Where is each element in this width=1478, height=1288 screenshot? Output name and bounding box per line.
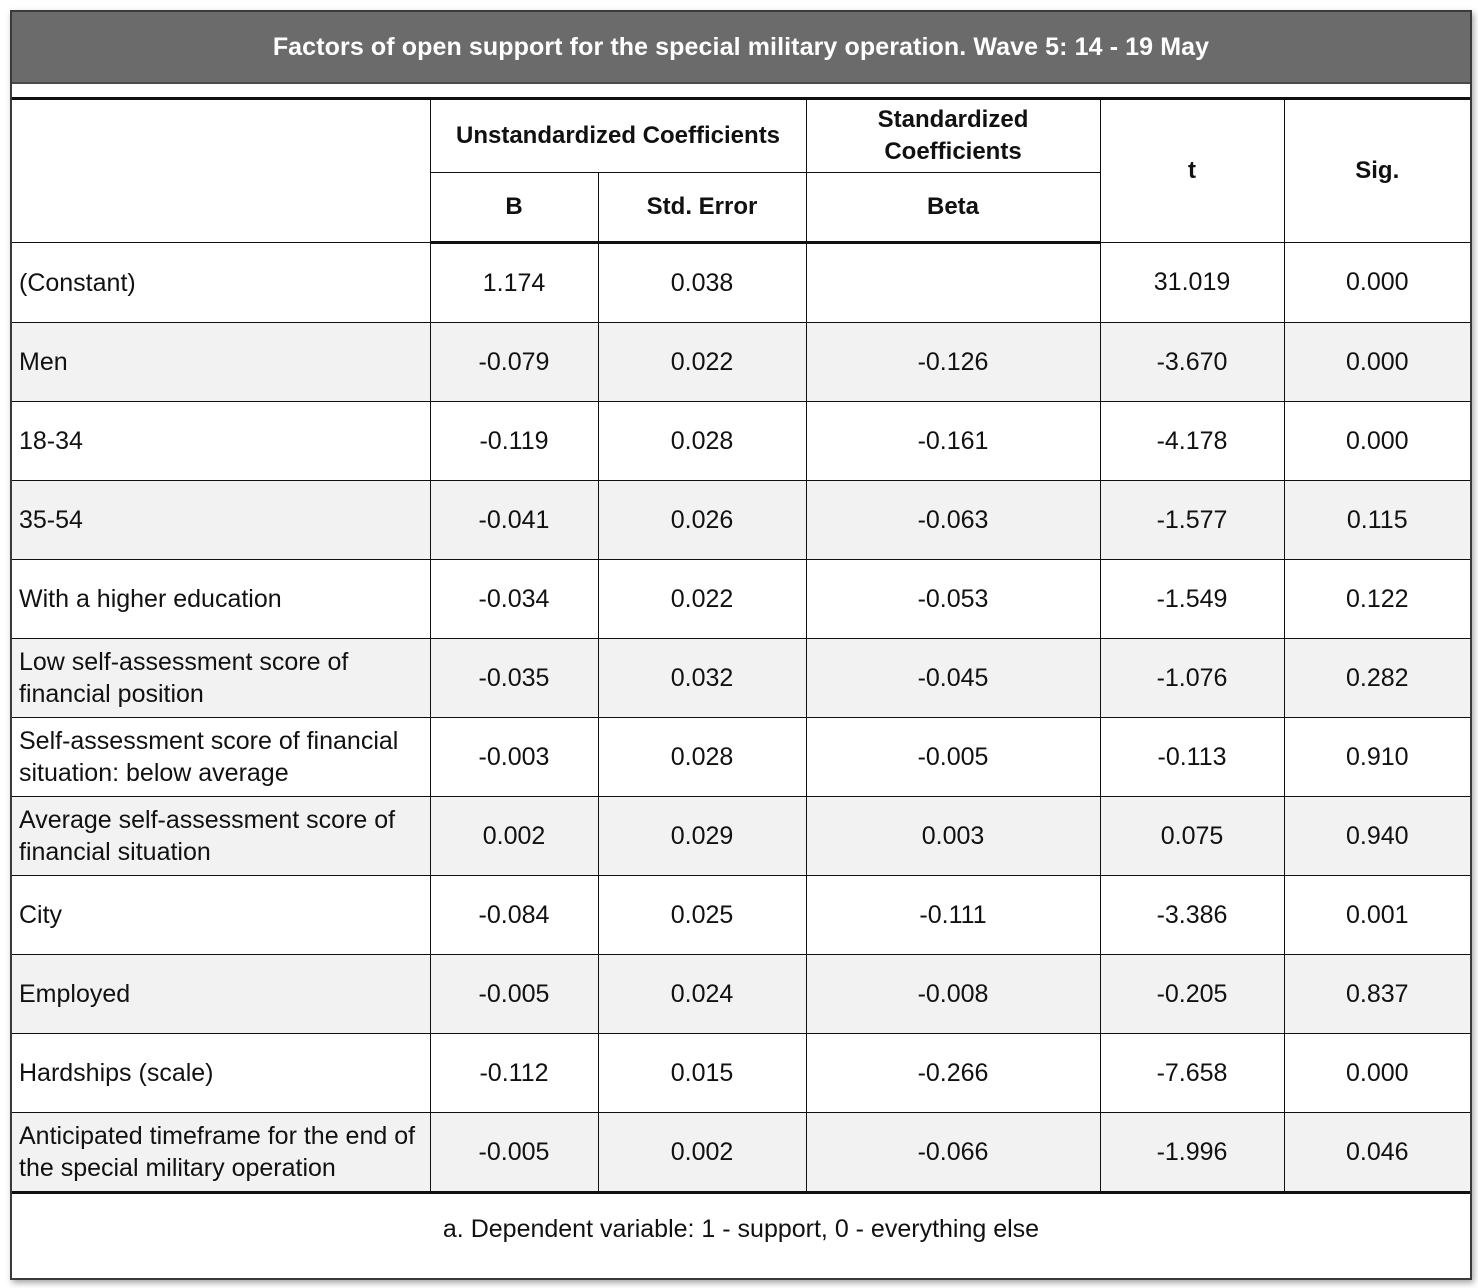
- cell-sig: 0.115: [1284, 481, 1470, 560]
- row-label: Average self-assessment score of financial situation: [12, 797, 430, 876]
- cell-std-error: 0.022: [598, 560, 806, 639]
- cell-beta: -0.161: [806, 402, 1100, 481]
- cell-t: -0.205: [1100, 955, 1284, 1034]
- cell-t: -0.113: [1100, 718, 1284, 797]
- table-row: [12, 797, 1470, 876]
- cell-sig: 0.001: [1284, 876, 1470, 955]
- cell-beta: -0.066: [806, 1113, 1100, 1193]
- row-label: With a higher education: [12, 560, 430, 639]
- table-row: [12, 481, 1470, 560]
- cell-beta: -0.045: [806, 639, 1100, 718]
- cell-b: -0.035: [430, 639, 598, 718]
- row-label: Anticipated timeframe for the end of the special military operation: [12, 1113, 430, 1193]
- cell-t: 31.019: [1100, 243, 1284, 323]
- cell-sig: 0.000: [1284, 243, 1470, 323]
- cell-beta: -0.126: [806, 323, 1100, 402]
- header-beta: Beta: [806, 173, 1100, 243]
- cell-b: -0.119: [430, 402, 598, 481]
- cell-beta: -0.266: [806, 1034, 1100, 1113]
- table-row: [12, 402, 1470, 481]
- cell-sig: 0.046: [1284, 1113, 1470, 1193]
- cell-beta: -0.063: [806, 481, 1100, 560]
- cell-beta: -0.005: [806, 718, 1100, 797]
- corner-cell: [12, 99, 430, 243]
- cell-std-error: 0.038: [598, 243, 806, 323]
- cell-b: -0.003: [430, 718, 598, 797]
- cell-sig: 0.837: [1284, 955, 1470, 1034]
- row-label: Employed: [12, 955, 430, 1034]
- table-row: [12, 955, 1470, 1034]
- cell-t: -3.670: [1100, 323, 1284, 402]
- table-frame: [10, 10, 1472, 1280]
- table-title: Factors of open support for the special military operation. Wave 5: 14 - 19 May: [272, 32, 1210, 61]
- cell-std-error: 0.015: [598, 1034, 806, 1113]
- title-bar: [12, 12, 1470, 84]
- cell-beta: -0.053: [806, 560, 1100, 639]
- cell-t: -1.996: [1100, 1113, 1284, 1193]
- cell-std-error: 0.025: [598, 876, 806, 955]
- cell-t: -1.076: [1100, 639, 1284, 718]
- cell-b: -0.005: [430, 955, 598, 1034]
- cell-std-error: 0.029: [598, 797, 806, 876]
- cell-sig: 0.000: [1284, 402, 1470, 481]
- cell-b: 1.174: [430, 243, 598, 323]
- cell-beta: [806, 243, 1100, 323]
- table-body: [12, 243, 1470, 1193]
- row-label: 35-54: [12, 481, 430, 560]
- cell-sig: 0.122: [1284, 560, 1470, 639]
- header-unstandardized: Unstandardized Coefficients: [430, 99, 806, 173]
- cell-t: -3.386: [1100, 876, 1284, 955]
- cell-std-error: 0.032: [598, 639, 806, 718]
- header-row-groups: [12, 99, 1470, 173]
- table-row: [12, 1034, 1470, 1113]
- header-sig: Sig.: [1284, 99, 1470, 243]
- table-row: [12, 323, 1470, 402]
- row-label: Men: [12, 323, 430, 402]
- cell-b: -0.005: [430, 1113, 598, 1193]
- header-b: B: [430, 173, 598, 243]
- cell-t: -4.178: [1100, 402, 1284, 481]
- table-row: [12, 243, 1470, 323]
- row-label: Low self-assessment score of financial position: [12, 639, 430, 718]
- cell-t: -1.549: [1100, 560, 1284, 639]
- regression-table: [12, 97, 1470, 1264]
- table-row: [12, 1113, 1470, 1193]
- table-row: [12, 718, 1470, 797]
- cell-std-error: 0.028: [598, 718, 806, 797]
- cell-t: -1.577: [1100, 481, 1284, 560]
- row-label: Hardships (scale): [12, 1034, 430, 1113]
- footnote: a. Dependent variable: 1 - support, 0 - everything else: [12, 1193, 1470, 1265]
- header-std-error: Std. Error: [598, 173, 806, 243]
- cell-beta: -0.111: [806, 876, 1100, 955]
- row-label: City: [12, 876, 430, 955]
- cell-b: 0.002: [430, 797, 598, 876]
- table-row: [12, 560, 1470, 639]
- row-label: Self-assessment score of financial situation: below average: [12, 718, 430, 797]
- cell-sig: 0.000: [1284, 323, 1470, 402]
- header-t: t: [1100, 99, 1284, 243]
- header-standardized: Standardized Coefficients: [806, 99, 1100, 173]
- cell-b: -0.034: [430, 560, 598, 639]
- table-row: [12, 876, 1470, 955]
- cell-sig: 0.940: [1284, 797, 1470, 876]
- cell-b: -0.041: [430, 481, 598, 560]
- cell-std-error: 0.024: [598, 955, 806, 1034]
- cell-std-error: 0.022: [598, 323, 806, 402]
- row-label: (Constant): [12, 243, 430, 323]
- cell-std-error: 0.028: [598, 402, 806, 481]
- row-label: 18-34: [12, 402, 430, 481]
- cell-b: -0.079: [430, 323, 598, 402]
- cell-b: -0.112: [430, 1034, 598, 1113]
- cell-t: 0.075: [1100, 797, 1284, 876]
- cell-beta: -0.008: [806, 955, 1100, 1034]
- cell-b: -0.084: [430, 876, 598, 955]
- cell-sig: 0.000: [1284, 1034, 1470, 1113]
- cell-beta: 0.003: [806, 797, 1100, 876]
- cell-sig: 0.282: [1284, 639, 1470, 718]
- cell-t: -7.658: [1100, 1034, 1284, 1113]
- cell-sig: 0.910: [1284, 718, 1470, 797]
- footnote-row: [12, 1193, 1470, 1265]
- table-row: [12, 639, 1470, 718]
- cell-std-error: 0.026: [598, 481, 806, 560]
- cell-std-error: 0.002: [598, 1113, 806, 1193]
